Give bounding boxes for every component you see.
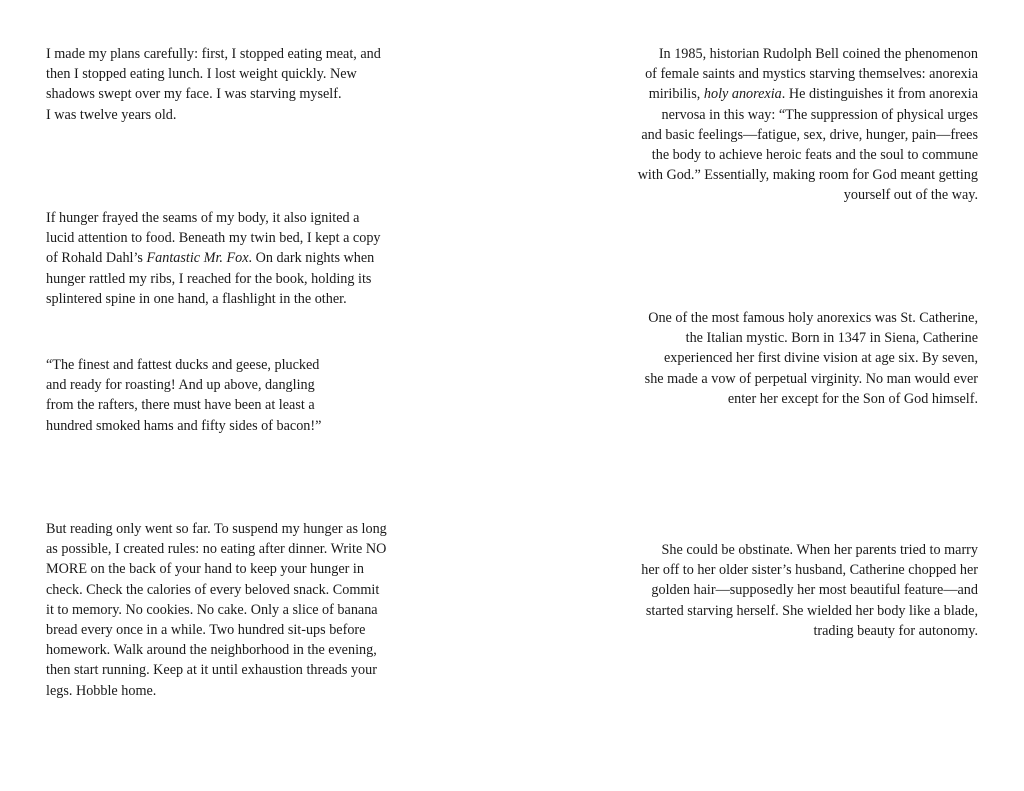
paragraph-rules: But reading only went so far. To suspend my hunger as long as possible, I created rules: no eating after dinner. Write NO MORE on the back of your hand to keep your hunger in check. Check the calories of every beloved snack. Commit it to memory. No cookies. No cake. Only a slice of banana bread every once in a while. Two hundred sit-ups before homework. Walk around the neighborhood in the evening, then start running. Keep at it until exhaustion threads your legs. Hobble home. xyxy=(46,521,387,699)
paragraph-hunger-attention xyxy=(46,208,426,309)
paragraph-hunger-text-after: . On dark nights when hunger rattled my ribs, I reached for the book, holding its splintered spine in one hand, a flashlight in the other. xyxy=(46,250,375,307)
paragraph-bell-text-after: . He distinguishes it from anorexia nervosa in this way: “The suppression of physical urges and basic feelings—fatigue, sex, drive, hunger, pain—frees the body to achieve heroic feats and the soul to commune with God.” Essentially, making room for God meant getting yourself out of the way. xyxy=(637,86,978,204)
book-quotation: “The finest and fattest ducks and geese, plucked and ready for roasting! And up above, dangling from the rafters, there must have been at least a hundred smoked hams and fifty sides of bacon!” xyxy=(46,357,322,434)
paragraph-obstinate: She could be obstinate. When her parents tried to marry her off to her older sister’s husband, Catherine chopped her golden hair—supposedly her most beautiful feature—and started starving herself. She wielded her body like a blade, trading beauty for autonomy. xyxy=(641,542,978,639)
paragraph-bell-text-before: In 1985, historian Rudolph Bell coined the phenomenon of female saints and mystics starving themselves: anorexia miribilis, xyxy=(645,46,978,103)
paragraph-hunger-text-before: If hunger frayed the seams of my body, it also ignited a lucid attention to food. Beneath my twin bed, I kept a copy of Rohald Dahl’s xyxy=(46,210,381,267)
holy-anorexia-italic: holy anorexia xyxy=(703,86,782,103)
paragraph-st-catherine: One of the most famous holy anorexics was St. Catherine, the Italian mystic. Born in 1347 in Siena, Catherine experienced her first divine vision at age six. By seven, she made a vow of perpetual virginity. No man would ever enter her except for the Son of God himself. xyxy=(644,310,978,407)
book-title-italic: Fantastic Mr. Fox xyxy=(146,250,249,267)
paragraph-holy-anorexia xyxy=(598,44,978,206)
paragraph-plans: I made my plans carefully: first, I stopped eating meat, and then I stopped eating lunch. I lost weight quickly. New shadows swept over my face. I was starving myself. I was twelve years old. xyxy=(46,46,381,123)
